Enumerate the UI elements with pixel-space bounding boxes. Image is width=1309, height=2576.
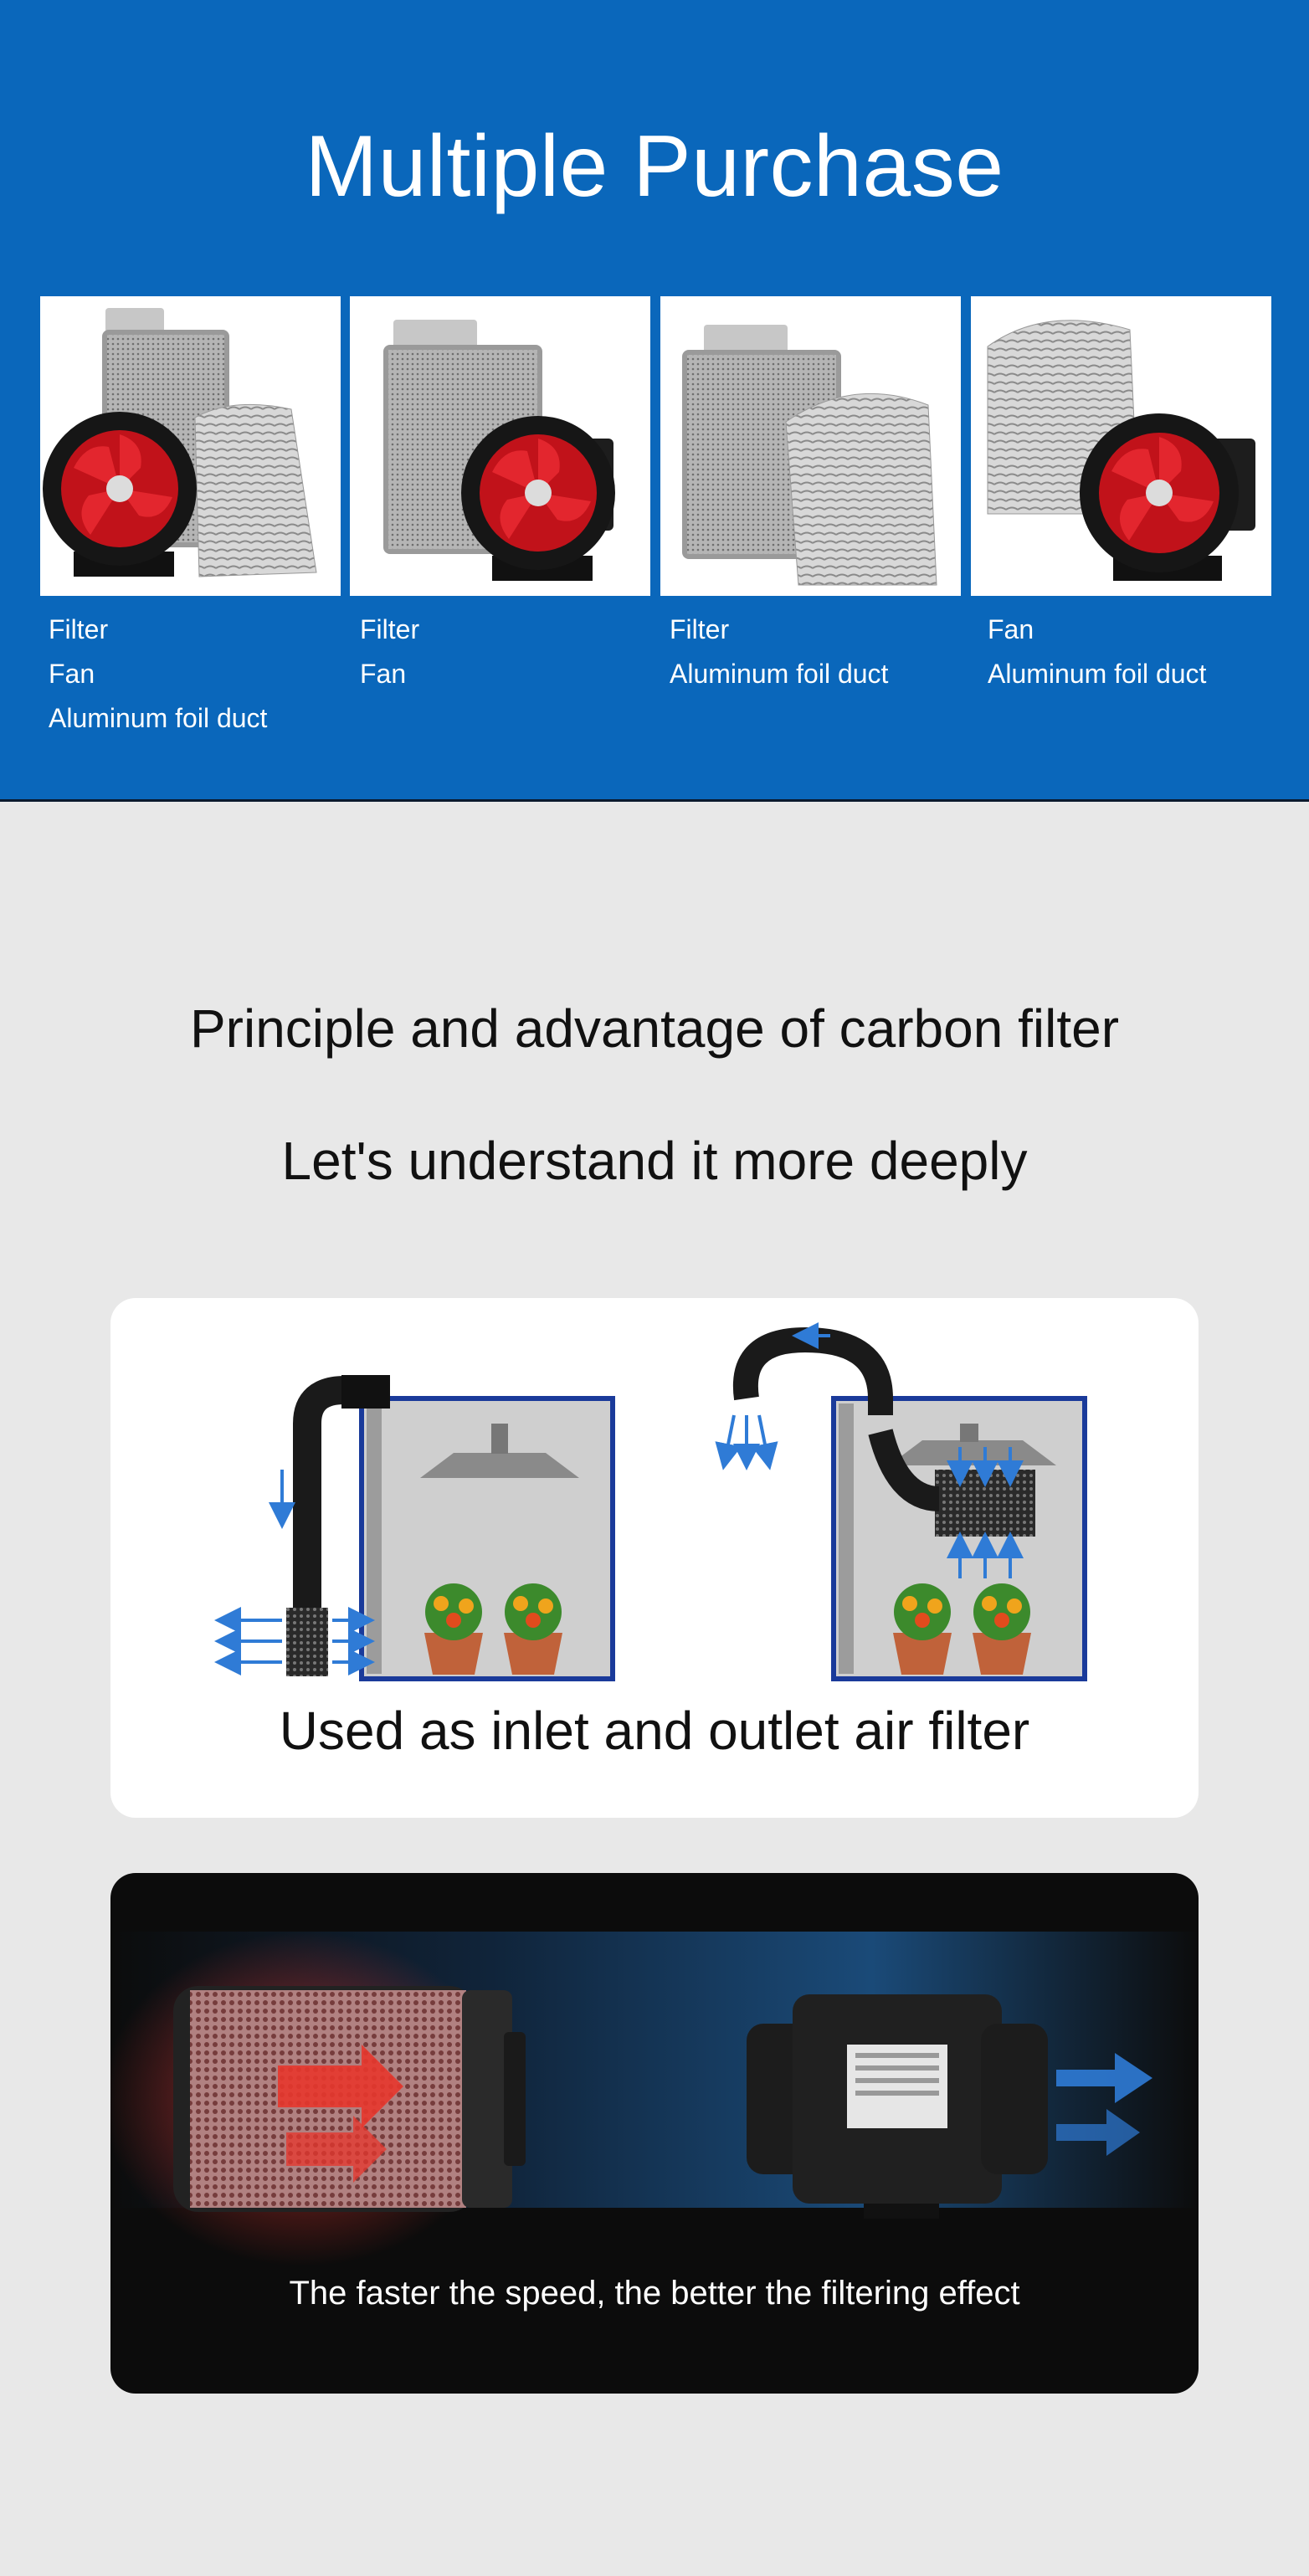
section-title: Multiple Purchase (305, 118, 1004, 215)
usage-caption: Used as inlet and outlet air filter (279, 1701, 1030, 1761)
bundle-illustration (971, 296, 1271, 596)
speed-caption: The faster the speed, the better the filtering effect (289, 2275, 1020, 2312)
bundle-item: Filter (49, 614, 109, 644)
speed-panel (110, 1873, 1199, 2394)
bundle-image-filter-fan-duct[interactable] (40, 296, 341, 596)
bundle-illustration (660, 296, 961, 596)
usage-panel (110, 1298, 1199, 1818)
bundle-item: Aluminum foil duct (670, 659, 889, 689)
inlet-outlet-diagram (110, 1298, 1199, 1691)
bundle-item: Aluminum foil duct (49, 703, 268, 733)
bundle-illustration (350, 296, 650, 596)
inlet-diagram (228, 1375, 613, 1679)
bundle-item: Aluminum foil duct (988, 659, 1207, 689)
bundle-item: Fan (988, 614, 1034, 644)
bundle-illustration (40, 296, 341, 596)
bundle-label-list (49, 608, 267, 741)
filter-fan-airflow-illustration (110, 1873, 1199, 2266)
principle-title: Principle and advantage of carbon filter (189, 998, 1120, 1059)
bundle-item: Filter (670, 614, 730, 644)
principle-subtitle: Let's understand it more deeply (281, 1131, 1028, 1191)
bundle-image-fan-duct[interactable] (971, 296, 1271, 596)
bundle-item: Filter (360, 614, 420, 644)
multiple-purchase-section (0, 0, 1309, 802)
bundle-label-list (670, 608, 888, 696)
bundle-label-list (988, 608, 1206, 696)
bundle-item: Fan (360, 659, 407, 689)
bundle-image-filter-duct[interactable] (660, 296, 961, 596)
bundle-item: Fan (49, 659, 95, 689)
outlet-diagram (726, 1336, 1085, 1679)
bundle-image-filter-fan[interactable] (350, 296, 650, 596)
bundle-label-list (360, 608, 419, 696)
